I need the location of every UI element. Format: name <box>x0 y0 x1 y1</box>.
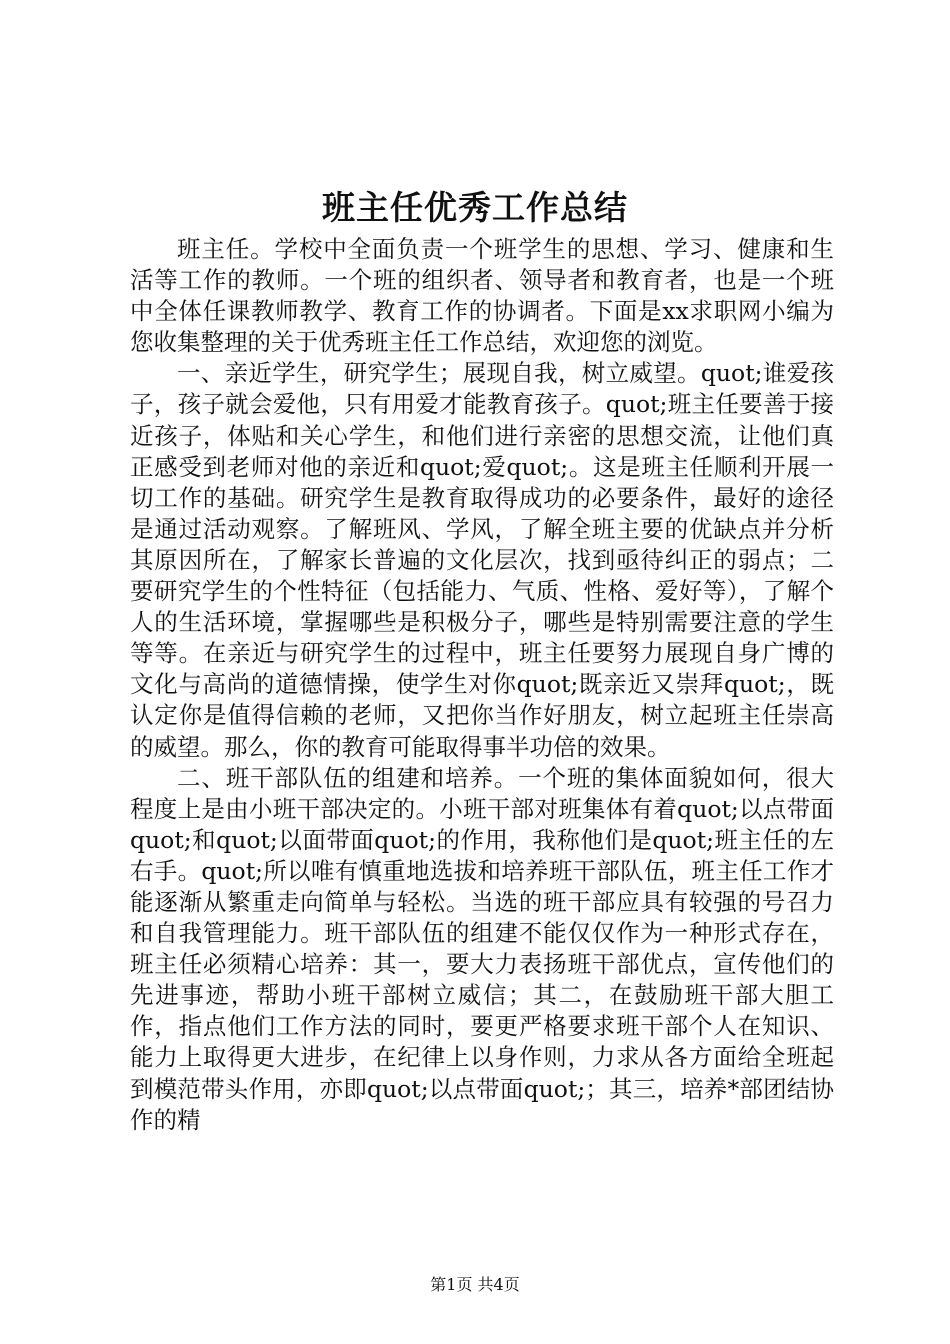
document-body <box>130 234 834 1136</box>
page-number-footer: 第1页 共4页 <box>430 1275 520 1294</box>
paragraph-section-one: 一、亲近学生，研究学生；展现自我，树立威望。quot;谁爱孩子，孩子就会爱他，只有用爱才能教育孩子。quot;班主任要善于接近孩子，体贴和关心学生，和他们进行亲密的思想交流，让他们真正感受到老师对他的亲近和quot;爱quot;。这是班主任顺利开展一切工作的基础。研究学生是教育取得成功的必要条件，最好的途径是通过活动观察。了解班风、学风，了解全班主要的优缺点并分析其原因所在，了解家长普遍的文化层次，找到亟待纠正的弱点；二要研究学生的个性特征（包括能力、气质、性格、爱好等），了解个人的生活环境，掌握哪些是积极分子，哪些是特别需要注意的学生等等。在亲近与研究学生的过程中，班主任要努力展现自身广博的文化与高尚的道德情操，使学生对你quot;既亲近又崇拜quot;，既认定你是值得信赖的老师，又把你当作好朋友，树立起班主任崇高的威望。那么，你的教育可能取得事半功倍的效果。 <box>130 359 834 761</box>
paragraph-intro: 班主任。学校中全面负责一个班学生的思想、学习、健康和生活等工作的教师。一个班的组织者、领导者和教育者，也是一个班中全体任课教师教学、教育工作的协调者。下面是xx求职网小编为您收集整理的关于优秀班主任工作总结，欢迎您的浏览。 <box>130 235 834 357</box>
document-title: 班主任优秀工作总结 <box>322 188 628 227</box>
paragraph-section-two: 二、班干部队伍的组建和培养。一个班的集体面貌如何，很大程度上是由小班干部决定的。小班干部对班集体有着quot;以点带面quot;和quot;以面带面quot;的作用，我称他们是quot;班主任的左右手。quot;所以唯有慎重地选拔和培养班干部队伍，班主任工作才能逐渐从繁重走向简单与轻松。当选的班干部应具有较强的号召力和自我管理能力。班干部队伍的组建不能仅仅作为一种形式存在，班主任必须精心培养：其一，要大力表扬班干部优点，宣传他们的先进事迹，帮助小班干部树立威信；其二，在鼓励班干部大胆工作，指点他们工作方法的同时，要更严格要求班干部个人在知识、能力上取得更大进步，在纪律上以身作则，力求从各方面给全班起到模范带头作用，亦即quot;以点带面quot;；其三，培养*部团结协作的精 <box>130 763 834 1134</box>
